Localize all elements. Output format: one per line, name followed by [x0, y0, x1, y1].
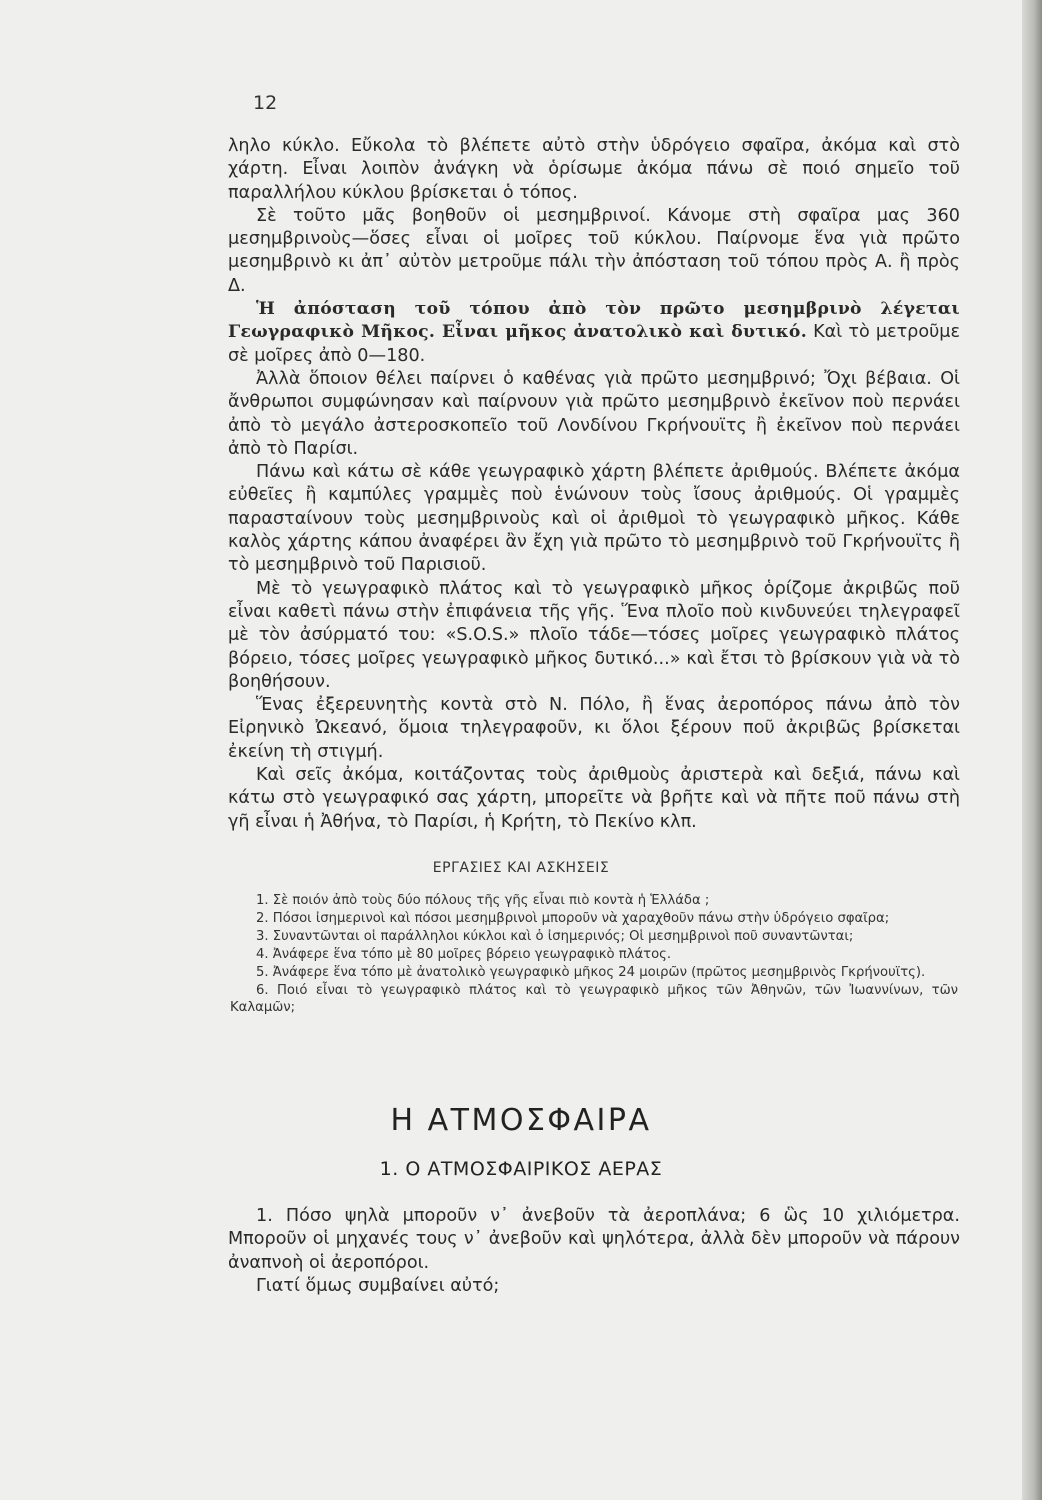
paragraph: Ἀλλὰ ὅποιον θέλει παίρνει ὁ καθένας γιὰ πρῶτο μεσημβρινό; Ὄχι βέβαια. Οἱ ἄνθρωποι συμφώνησαν καὶ παίρνουν γιὰ πρῶτο μεσημβρινὸ ἐκεῖνον ποὺ περνάει ἀπὸ τὸ μεγάλο ἀστεροσκοπεῖο τοῦ Λονδίνου Γκρήνουϊτς ἢ ἐκεῖνον ποὺ περνάει ἀπὸ τὸ Παρίσι. — [228, 368, 960, 459]
exercise-item: 6. Ποιό εἶναι τὸ γεωγραφικὸ πλάτος καὶ τὸ γεωγραφικὸ μῆκος τῶν Ἀθηνῶν, τῶν Ἰωαννίνων, τῶν Καλαμῶν; — [230, 982, 958, 1016]
section-text — [228, 1205, 960, 1298]
body-text — [228, 135, 960, 834]
page-edge — [1022, 0, 1042, 1500]
paragraph: Γιατί ὅμως συμβαίνει αὐτό; — [256, 1275, 500, 1296]
paragraph: Σὲ τοῦτο μᾶς βοηθοῦν οἱ μεσημβρινοί. Κάνομε στὴ σφαῖρα μας 360 μεσημβρινοὺς—ὅσες εἶναι οἱ μοῖρες τοῦ κύκλου. Παίρνομε ἕνα γιὰ πρῶτο μεσημβρινὸ κι ἀπ᾽ αὐτὸν μετροῦμε πάλι τὴν ἀπόσταση τοῦ τόπου πρὸς Α. ἢ πρὸς Δ. — [228, 205, 960, 296]
paragraph-text: Καὶ τὸ μετροῦμε σὲ μοῖρες ἀπὸ 0—180. — [228, 322, 960, 366]
paragraph: Καὶ σεῖς ἀκόμα, κοιτάζοντας τοὺς ἀριθμοὺς ἀριστερὰ καὶ δεξιά, πάνω καὶ κάτω στὸ γεωγραφικό σας χάρτη, μπορεῖτε νὰ βρῆτε καὶ νὰ πῆτε ποῦ πάνω στὴ γῆ εἶναι ἡ Ἀθήνα, τὸ Παρίσι, ἡ Κρήτη, τὸ Πεκίνο κλπ. — [228, 765, 960, 832]
paragraph: Ἕνας ἐξερευνητὴς κοντὰ στὸ Ν. Πόλο, ἢ ἕνας ἀεροπόρος πάνω ἀπὸ τὸν Εἰρηνικὸ Ὠκεανό, ὅμοια τηλεγραφοῦν, κι ὅλοι ξέρουν ποῦ ἀκριβῶς βρίσκεται ἐκείνη τὴ στιγμή. — [228, 695, 960, 762]
exercise-item: 2. Πόσοι ἰσημερινοὶ καὶ πόσοι μεσημβρινοὶ μποροῦν νὰ χαραχθοῦν πάνω στὴν ὑδρόγειο σφαῖρα; — [256, 910, 890, 926]
exercises-title: ΕΡΓΑΣΙΕΣ ΚΑΙ ΑΣΚΗΣΕΙΣ — [432, 860, 610, 876]
exercise-item: 1. Σὲ ποιόν ἀπὸ τοὺς δύο πόλους τῆς γῆς εἶναι πιὸ κοντὰ ἡ Ἑλλάδα ; — [256, 893, 710, 908]
exercise-item: 5. Ἀνάφερε ἕνα τόπο μὲ ἀνατολικὸ γεωγραφικὸ μῆκος 24 μοιρῶν (πρῶτος μεσημβρινὸς Γκρήνουϊτς). — [256, 964, 926, 980]
section-title: 1. Ο ΑΤΜΟΣΦΑΙΡΙΚΟΣ ΑΕΡΑΣ — [379, 1158, 663, 1180]
paragraph: 1. Πόσο ψηλὰ μποροῦν ν᾽ ἀνεβοῦν τὰ ἀεροπλάνα; 6 ὣς 10 χιλιόμετρα. Μποροῦν οἱ μηχανές τους ν᾽ ἀνεβοῦν καὶ ψηλότερα, ἀλλὰ δὲν μποροῦν νὰ πάρουν ἀναπνοὴ οἱ ἀεροπόροι. — [228, 1206, 960, 1273]
paragraph — [228, 298, 960, 368]
definition-bold-text: Ἡ ἀπόσταση τοῦ τόπου ἀπὸ τὸν πρῶτο μεσημβρινὸ λέγεται Γεωγραφικὸ Μῆκος. Εἶναι μῆκος ἀνατολικὸ καὶ δυτικό. — [228, 299, 960, 343]
paragraph: Πάνω καὶ κάτω σὲ κάθε γεωγραφικὸ χάρτη βλέπετε ἀριθμούς. Βλέπετε ἀκόμα εὐθεῖες ἢ καμπύλες γραμμὲς ποὺ ἑνώνουν τοὺς ἴσους ἀριθμούς. Οἱ γραμμὲς παρασταίνουν τοὺς μεσημβρινοὺς καὶ οἱ ἀριθμοὶ τὸ γεωγραφικὸ μῆκος. Κάθε καλὸς χάρτης κάπου ἀναφέρει ἂν ἔχη γιὰ πρῶτο τὸ μεσημβρινὸ τοῦ Γκρήνουϊτς ἢ τὸ μεσημβρινὸ τοῦ Παρισιοῦ. — [228, 462, 960, 576]
chapter-title: Η ΑΤΜΟΣΦΑΙΡΑ — [390, 1103, 652, 1138]
page-number: 12 — [253, 92, 278, 114]
paragraph: ληλο κύκλο. Εὔκολα τὸ βλέπετε αὐτὸ στὴν ὑδρόγειο σφαῖρα, ἀκόμα καὶ στὸ χάρτη. Εἶναι λοιπὸν ἀνάγκη νὰ ὁρίσωμε ἀκόμα πάνω σὲ ποιό σημεῖο τοῦ παραλλήλου κύκλου βρίσκεται ὁ τόπος. — [228, 136, 960, 203]
paragraph: Μὲ τὸ γεωγραφικὸ πλάτος καὶ τὸ γεωγραφικὸ μῆκος ὁρίζομε ἀκριβῶς ποῦ εἶναι καθετὶ πάνω στὴν ἐπιφάνεια τῆς γῆς. Ἕνα πλοῖο ποὺ κινδυνεύει τηλεγραφεῖ μὲ τὸν ἀσύρματό του: «S.O.S.» πλοῖο τάδε—τόσες μοῖρες γεωγραφικὸ πλάτος βόρειο, τόσες μοῖρες γεωγραφικὸ μῆκος δυτικό...» καὶ ἔτσι τὸ βρίσκουν γιὰ νὰ τὸ βοηθήσουν. — [228, 578, 960, 692]
exercise-item: 4. Ἀνάφερε ἕνα τόπο μὲ 80 μοῖρες βόρειο γεωγραφικὸ πλάτος. — [256, 946, 672, 962]
exercises-list — [230, 892, 958, 1017]
exercise-item: 3. Συναντῶνται οἱ παράλληλοι κύκλοι καὶ ὁ ἰσημερινός; Οἱ μεσημβρινοὶ ποῦ συναντῶνται; — [256, 928, 854, 944]
